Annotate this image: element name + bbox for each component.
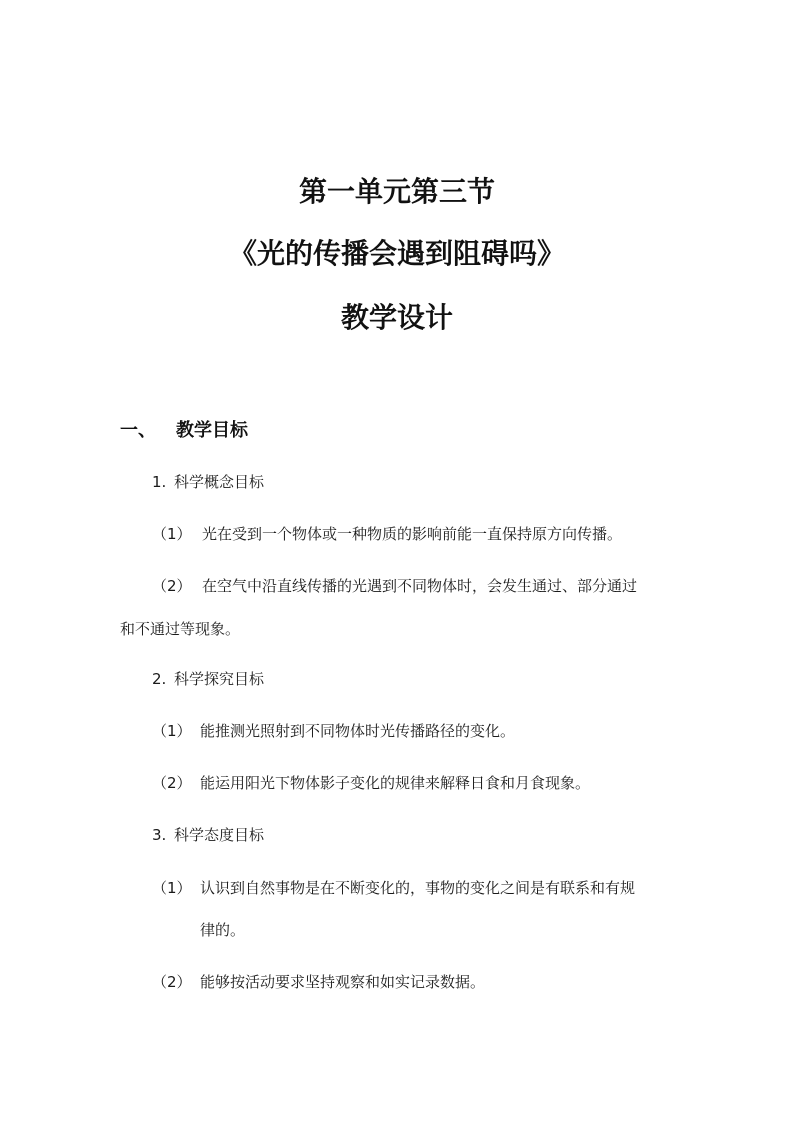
goal-item (152, 970, 485, 994)
goal-item-text: 能运用阳光下物体影子变化的规律来解释日食和月食现象。 (200, 774, 591, 792)
goal-heading-attitude (152, 823, 264, 847)
document-title-unit: 第一单元第三节 (298, 175, 495, 208)
section-number: 一、 (120, 420, 156, 441)
goal-number: 1. (152, 473, 167, 491)
document-title-lesson: 《光的传播会遇到阻碍吗》 (228, 237, 565, 270)
goal-item-text: 认识到自然事物是在不断变化的，事物的变化之间是有联系和有规 (200, 879, 636, 897)
goal-item-text: 在空气中沿直线传播的光遇到不同物体时，会发生通过、部分通过 (202, 577, 638, 595)
goal-title: 科学态度目标 (174, 826, 265, 844)
goal-heading-inquiry (152, 667, 264, 691)
goal-item-continuation: 和不通过等现象。 (120, 620, 241, 638)
goal-item-label: （1） (152, 722, 192, 740)
goal-item-label: （2） (152, 577, 192, 595)
goal-title: 科学概念目标 (174, 473, 265, 491)
goal-number: 3. (152, 826, 167, 844)
section-title: 教学目标 (176, 420, 248, 441)
goal-item-label: （1） (152, 525, 192, 543)
goal-item-label: （2） (152, 774, 192, 792)
document-title-design: 教学设计 (340, 301, 453, 334)
goal-item-label: （2） (152, 973, 192, 991)
goal-item-text: 能推测光照射到不同物体时光传播路径的变化。 (200, 722, 516, 740)
goal-item (152, 522, 622, 546)
section-heading-teaching-goals (120, 417, 248, 445)
goal-item-text: 能够按活动要求坚持观察和如实记录数据。 (200, 973, 486, 991)
goal-item-text: 光在受到一个物体或一种物质的影响前能一直保持原方向传播。 (202, 525, 623, 543)
goal-item (152, 719, 515, 743)
goal-item (152, 876, 635, 900)
goal-heading-concept (152, 470, 264, 494)
goal-item-label: （1） (152, 879, 192, 897)
goal-title: 科学探究目标 (174, 670, 265, 688)
goal-number: 2. (152, 670, 167, 688)
goal-item (152, 771, 590, 795)
goal-item-continuation: 律的。 (200, 921, 246, 939)
goal-item (152, 574, 637, 598)
